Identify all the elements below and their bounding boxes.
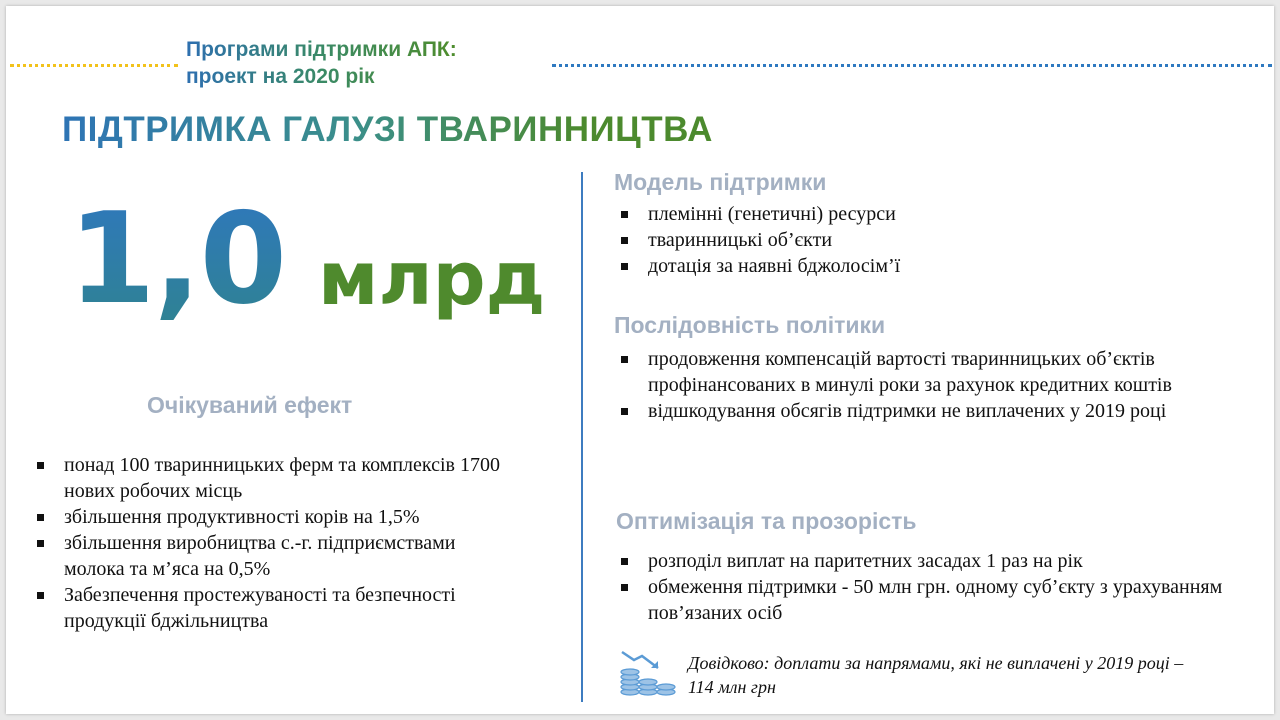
support-model-heading: Модель підтримки [614, 169, 827, 195]
optimization-list [618, 548, 1238, 626]
budget-number: 1,0 [68, 185, 286, 332]
policy-consistency-list [618, 346, 1238, 424]
list-item: тваринницькі об’єкти [618, 227, 1238, 253]
list-item: збільшення виробництва с.-г. підприємствами молока та м’яса на 0,5% [34, 530, 504, 582]
list-item: відшкодування обсягів підтримки не виплачених у 2019 році [618, 398, 1238, 424]
budget-unit: млрд [318, 236, 546, 322]
header-title-line2: проект на 2020 рік [186, 65, 375, 88]
list-item: збільшення продуктивності корів на 1,5% [34, 504, 554, 530]
expected-effect-list [34, 452, 554, 634]
coins-decline-icon [618, 646, 678, 698]
optimization-heading: Оптимізація та прозорість [616, 508, 917, 534]
header-title [186, 36, 457, 90]
list-item: племінні (генетичні) ресурси [618, 201, 1238, 227]
list-item: Забезпечення простежуваності та безпечності продукції бджільництва [34, 582, 464, 634]
list-item: продовження компенсацій вартості тваринницьких об’єктів профінансованих в минулі роки за рахунок кредитних коштів [618, 346, 1238, 398]
list-item: понад 100 тваринницьких ферм та комплексів 1700 нових робочих місць [34, 452, 554, 504]
decorative-dots-left [10, 64, 178, 67]
expected-effect-heading: Очікуваний ефект [147, 392, 353, 418]
slide [6, 6, 1274, 714]
reference-note: Довідково: доплати за напрямами, які не виплачені у 2019 році – 114 млн грн [688, 653, 1184, 697]
policy-consistency-heading: Послідовність політики [614, 312, 886, 338]
column-divider [581, 172, 583, 702]
header-title-line1: Програми підтримки АПК: [186, 38, 457, 61]
page-title: ПІДТРИМКА ГАЛУЗІ ТВАРИННИЦТВА [62, 110, 713, 149]
list-item: обмеження підтримки - 50 млн грн. одному суб’єкту з урахуванням пов’язаних осіб [618, 574, 1238, 626]
decorative-dots-right [552, 64, 1272, 67]
list-item: дотація за наявні бджолосім’ї [618, 253, 1238, 279]
support-model-list [618, 201, 1238, 279]
list-item: розподіл виплат на паритетних засадах 1 раз на рік [618, 548, 1238, 574]
